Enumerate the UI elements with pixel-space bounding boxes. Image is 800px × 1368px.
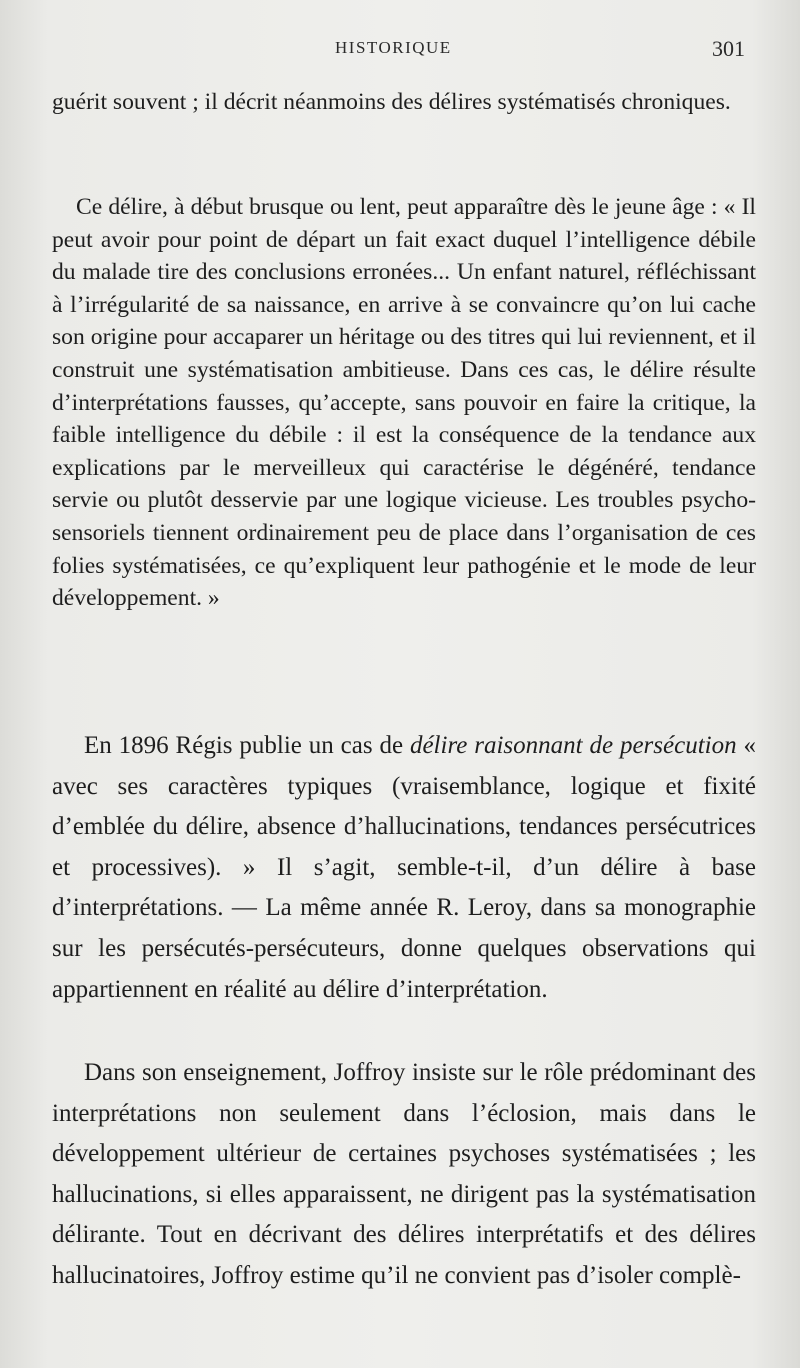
paragraph-3-text-b: « avec ses caractères typiques (vraisemblance, logique et fixité d’emblée du délire, absence d’hallucinations, tendances persécutrices et processives). » Il s’agit, semble-t-il, d’un délire à base d’interprétations. — La même année R. Leroy, dans sa monographie sur les persécutés-persécuteurs, donne quelques observations qui appartiennent en réalité au délire d’interprétation. [52,732,756,1003]
paragraph-4: Dans son enseignement, Joffroy insiste sur le rôle prédominant des interprétations non seulement dans l’éclosion, mais dans le développement ultérieur de certaines psychoses systématisées ; les hallucinations, si elles apparaissent, ne dirigent pas la systématisation délirante. Tout en décrivant des délires interprétatifs et des délires hallucinatoires, Joffroy estime qu’il ne convient pas d’isoler complè- [52,1059,756,1289]
paragraph-1-block [52,86,756,119]
page-number: 301 [712,36,745,61]
paragraph-1: guérit souvent ; il décrit néanmoins des délires systématisés chroniques. [52,89,731,115]
paragraph-3-block [52,726,756,1010]
paragraph-3-italic-term: délire raisonnant de persécution [409,732,737,759]
paragraph-4-block [52,1053,756,1297]
paragraph-2-block [52,191,756,615]
page-header [0,38,800,68]
paragraph-2-quote: Ce délire, à début brusque ou lent, peut apparaître dès le jeune âge : « Il peut avoir pour point de départ un fait exact duquel l’intelligence débile du malade tire des conclusions erronées... Un enfant naturel, réfléchissant à l’irrégularité de sa naissance, en arrive à se convaincre qu’on lui cache son origine pour accaparer un héritage ou des titres qui lui reviennent, et il construit une systématisation ambitieuse. Dans ces cas, le délire résulte d’interprétations fausses, qu’accepte, sans pouvoir en faire la critique, la faible intelligence du débile : il est la conséquence de la tendance aux explications par le merveilleux qui caractérise le dégénéré, tendance servie ou plutôt desservie par une logique vicieuse. Les troubles psycho-sensoriels tiennent ordinairement peu de place dans l’organisation de ces folies systématisées, ce qu’expliquent leur pathogénie et le mode de leur développement. » [52,194,756,612]
paragraph-3 [52,726,756,1010]
running-title: HISTORIQUE [335,38,452,57]
paragraph-3-text-a: En 1896 Régis publie un cas de [84,732,410,759]
